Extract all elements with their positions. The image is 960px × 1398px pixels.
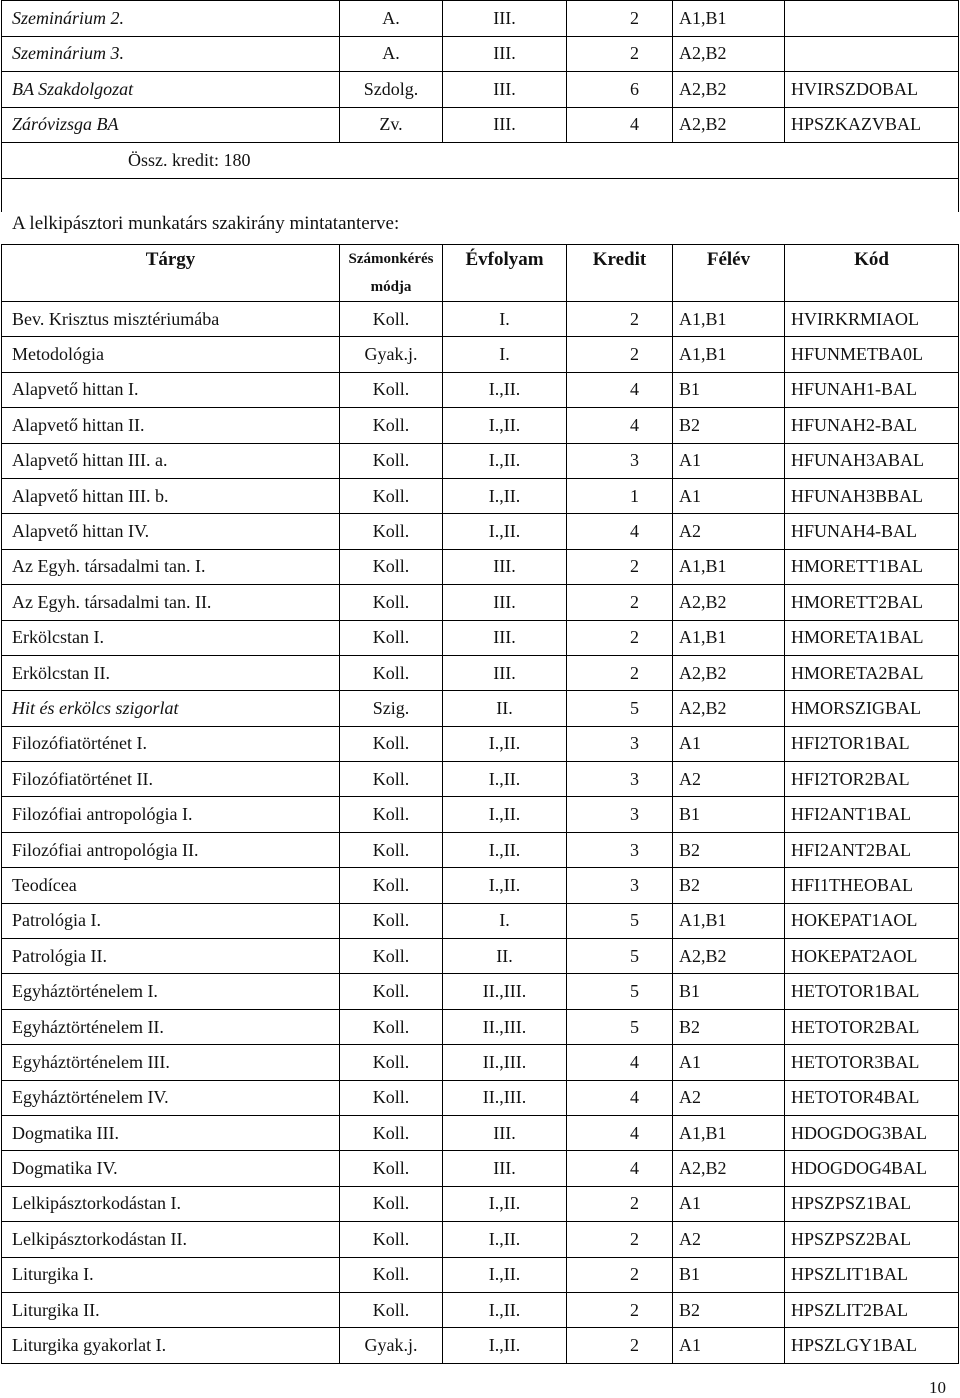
course-code: HMORETT2BAL: [785, 585, 959, 620]
course-code: [785, 36, 959, 72]
semester: B1: [673, 974, 785, 1009]
exam-type: Koll.: [340, 549, 443, 584]
semester: A2: [673, 1080, 785, 1115]
credit: 2: [567, 1292, 673, 1327]
course-code: HFUNAH3ABAL: [785, 443, 959, 478]
top-course-table-body: [2, 1, 959, 212]
semester: A2,B2: [673, 107, 785, 143]
course-name: Liturgika I.: [2, 1257, 340, 1292]
course-code: HFUNAH2-BAL: [785, 408, 959, 443]
course-code: HVIRSZDOBAL: [785, 72, 959, 108]
semester: A2,B2: [673, 939, 785, 974]
semester: A2: [673, 1222, 785, 1257]
header-exam-line1: Számonkérés: [348, 251, 434, 267]
course-name: Patrológia II.: [2, 939, 340, 974]
course-name: Bev. Krisztus misztériumába: [2, 302, 340, 337]
year: II.,III.: [443, 1080, 567, 1115]
semester: B2: [673, 1009, 785, 1044]
table-row: [2, 832, 959, 867]
course-name: Záróvizsga BA: [2, 107, 340, 143]
exam-type: Gyak.j.: [340, 337, 443, 372]
course-code: HPSZPSZ1BAL: [785, 1186, 959, 1221]
total-credits: Össz. kredit: 180: [2, 143, 959, 179]
semester: B2: [673, 868, 785, 903]
credit: 4: [567, 514, 673, 549]
year: II.,III.: [443, 1009, 567, 1044]
section-title: A lelkipásztori munkatárs szakirány mintatanterve:: [12, 213, 400, 234]
credit: 5: [567, 974, 673, 1009]
course-code: HMORETT1BAL: [785, 549, 959, 584]
table-row: [2, 585, 959, 620]
year: III.: [443, 549, 567, 584]
year: I.,II.: [443, 1292, 567, 1327]
exam-type: Koll.: [340, 1186, 443, 1221]
course-name: Patrológia I.: [2, 903, 340, 938]
credit: 2: [567, 585, 673, 620]
course-name: Szeminárium 2.: [2, 1, 340, 37]
table-row: [2, 1151, 959, 1186]
year: III.: [443, 107, 567, 143]
semester: A2,B2: [673, 72, 785, 108]
semester: A2,B2: [673, 691, 785, 726]
course-code: HFI2ANT2BAL: [785, 832, 959, 867]
exam-type: Koll.: [340, 1222, 443, 1257]
header-semester: Félév: [673, 245, 785, 302]
credit: 6: [567, 72, 673, 108]
credit: 5: [567, 903, 673, 938]
exam-type: Koll.: [340, 620, 443, 655]
course-name: Lelkipásztorkodástan II.: [2, 1222, 340, 1257]
year: II.: [443, 939, 567, 974]
header-year: Évfolyam: [443, 245, 567, 302]
credit: 5: [567, 939, 673, 974]
table-row: [2, 691, 959, 726]
course-name: Az Egyh. társadalmi tan. I.: [2, 549, 340, 584]
course-name: Egyháztörténelem II.: [2, 1009, 340, 1044]
table-row: [2, 1045, 959, 1080]
credit: 4: [567, 408, 673, 443]
course-name: Szeminárium 3.: [2, 36, 340, 72]
semester: A1: [673, 1186, 785, 1221]
header-subject: Tárgy: [2, 245, 340, 302]
semester: A1,B1: [673, 1, 785, 37]
curriculum-table-body: [2, 302, 959, 1364]
table-row: [2, 107, 959, 143]
course-name: Alapvető hittan I.: [2, 372, 340, 407]
table-row: [2, 1, 959, 37]
year: I.,II.: [443, 832, 567, 867]
semester: A2: [673, 762, 785, 797]
course-code: HDOGDOG4BAL: [785, 1151, 959, 1186]
credit: 2: [567, 1222, 673, 1257]
exam-type: Koll.: [340, 302, 443, 337]
year: III.: [443, 655, 567, 690]
exam-type: Koll.: [340, 1045, 443, 1080]
exam-type: Koll.: [340, 1257, 443, 1292]
course-code: HFI2TOR1BAL: [785, 726, 959, 761]
credit: 3: [567, 443, 673, 478]
semester: A1,B1: [673, 1115, 785, 1150]
semester: A1: [673, 1045, 785, 1080]
course-code: HOKEPAT2AOL: [785, 939, 959, 974]
course-code: HFI2TOR2BAL: [785, 762, 959, 797]
semester: B1: [673, 372, 785, 407]
year: II.,III.: [443, 1045, 567, 1080]
top-course-table: [1, 0, 959, 212]
credit: 2: [567, 36, 673, 72]
course-code: [785, 1, 959, 37]
year: I.,II.: [443, 726, 567, 761]
course-name: Dogmatika IV.: [2, 1151, 340, 1186]
exam-type: Koll.: [340, 478, 443, 513]
course-name: Az Egyh. társadalmi tan. II.: [2, 585, 340, 620]
credit: 5: [567, 691, 673, 726]
table-row: [2, 1257, 959, 1292]
semester: A1,B1: [673, 337, 785, 372]
credit: 2: [567, 302, 673, 337]
table-row: [2, 974, 959, 1009]
course-code: HFUNAH4-BAL: [785, 514, 959, 549]
credit: 2: [567, 1257, 673, 1292]
course-name: Liturgika gyakorlat I.: [2, 1328, 340, 1363]
table-row: [2, 514, 959, 549]
credit: 3: [567, 832, 673, 867]
credit: 4: [567, 107, 673, 143]
course-name: Alapvető hittan IV.: [2, 514, 340, 549]
course-name: Erkölcstan II.: [2, 655, 340, 690]
credit: 3: [567, 762, 673, 797]
exam-type: Koll.: [340, 939, 443, 974]
credit: 2: [567, 620, 673, 655]
spacer-row: [2, 178, 959, 212]
header-exam-line2: módja: [370, 279, 412, 295]
table-row: [2, 1328, 959, 1363]
credit: 1: [567, 478, 673, 513]
table-row: [2, 478, 959, 513]
course-code: HPSZLIT2BAL: [785, 1292, 959, 1327]
course-code: HMORETA2BAL: [785, 655, 959, 690]
table-row: [2, 868, 959, 903]
exam-type: Koll.: [340, 762, 443, 797]
course-code: HPSZLIT1BAL: [785, 1257, 959, 1292]
course-code: HETOTOR2BAL: [785, 1009, 959, 1044]
year: II.: [443, 691, 567, 726]
credit: 3: [567, 868, 673, 903]
course-code: HFI2ANT1BAL: [785, 797, 959, 832]
course-name: Erkölcstan I.: [2, 620, 340, 655]
course-name: Filozófiai antropológia II.: [2, 832, 340, 867]
year: I.,II.: [443, 797, 567, 832]
credit: 4: [567, 1115, 673, 1150]
course-name: Egyháztörténelem IV.: [2, 1080, 340, 1115]
semester: A1,B1: [673, 549, 785, 584]
exam-type: Koll.: [340, 868, 443, 903]
year: II.,III.: [443, 974, 567, 1009]
semester: A1: [673, 1328, 785, 1363]
year: III.: [443, 72, 567, 108]
table-row: [2, 903, 959, 938]
table-row: [2, 1115, 959, 1150]
exam-type: Koll.: [340, 1115, 443, 1150]
year: III.: [443, 585, 567, 620]
course-code: HFI1THEOBAL: [785, 868, 959, 903]
exam-type: Koll.: [340, 655, 443, 690]
course-name: Filozófiai antropológia I.: [2, 797, 340, 832]
exam-type: Koll.: [340, 1292, 443, 1327]
course-code: HPSZKAZVBAL: [785, 107, 959, 143]
table-row: [2, 762, 959, 797]
year: I.: [443, 302, 567, 337]
exam-type: Koll.: [340, 974, 443, 1009]
exam-type: Szig.: [340, 691, 443, 726]
total-row: [2, 143, 959, 179]
semester: A1: [673, 726, 785, 761]
course-name: Dogmatika III.: [2, 1115, 340, 1150]
table-row: [2, 1009, 959, 1044]
semester: A1,B1: [673, 302, 785, 337]
course-name: BA Szakdolgozat: [2, 72, 340, 108]
course-name: Hit és erkölcs szigorlat: [2, 691, 340, 726]
table-row: [2, 726, 959, 761]
semester: A2,B2: [673, 585, 785, 620]
semester: A2: [673, 514, 785, 549]
course-name: Metodológia: [2, 337, 340, 372]
table-header-row: [2, 245, 959, 302]
credit: 5: [567, 1009, 673, 1044]
course-code: HPSZLGY1BAL: [785, 1328, 959, 1363]
credit: 2: [567, 655, 673, 690]
credit: 2: [567, 549, 673, 584]
semester: B2: [673, 408, 785, 443]
table-row: [2, 408, 959, 443]
course-code: HETOTOR1BAL: [785, 974, 959, 1009]
semester: A2,B2: [673, 1151, 785, 1186]
semester: A2,B2: [673, 655, 785, 690]
exam-type: Koll.: [340, 797, 443, 832]
year: I.,II.: [443, 868, 567, 903]
table-row: [2, 372, 959, 407]
course-code: HOKEPAT1AOL: [785, 903, 959, 938]
year: I.,II.: [443, 408, 567, 443]
header-exam-type: [340, 245, 443, 302]
table-row: [2, 655, 959, 690]
exam-type: Zv.: [340, 107, 443, 143]
credit: 4: [567, 1080, 673, 1115]
year: III.: [443, 1115, 567, 1150]
table-row: [2, 443, 959, 478]
exam-type: Koll.: [340, 372, 443, 407]
table-row: [2, 337, 959, 372]
course-name: Egyháztörténelem III.: [2, 1045, 340, 1080]
exam-type: Koll.: [340, 1009, 443, 1044]
table-row: [2, 302, 959, 337]
exam-type: A.: [340, 1, 443, 37]
semester: B2: [673, 1292, 785, 1327]
exam-type: Koll.: [340, 832, 443, 867]
table-row: [2, 797, 959, 832]
exam-type: Koll.: [340, 443, 443, 478]
credit: 2: [567, 1186, 673, 1221]
exam-type: Koll.: [340, 903, 443, 938]
semester: A1,B1: [673, 903, 785, 938]
course-name: Teodícea: [2, 868, 340, 903]
course-code: HPSZPSZ2BAL: [785, 1222, 959, 1257]
credit: 4: [567, 1045, 673, 1080]
exam-type: Koll.: [340, 514, 443, 549]
year: I.,II.: [443, 1328, 567, 1363]
year: I.: [443, 337, 567, 372]
credit: 2: [567, 337, 673, 372]
table-row: [2, 1080, 959, 1115]
year: I.,II.: [443, 1186, 567, 1221]
table-row: [2, 1222, 959, 1257]
table-row: [2, 1186, 959, 1221]
course-name: Alapvető hittan III. b.: [2, 478, 340, 513]
year: I.,II.: [443, 762, 567, 797]
semester: B1: [673, 1257, 785, 1292]
course-name: Lelkipásztorkodástan I.: [2, 1186, 340, 1221]
course-name: Egyháztörténelem I.: [2, 974, 340, 1009]
year: III.: [443, 36, 567, 72]
exam-type: Szdolg.: [340, 72, 443, 108]
course-code: HFUNAH1-BAL: [785, 372, 959, 407]
page-number: 10: [929, 1378, 946, 1397]
table-row: [2, 620, 959, 655]
semester: A2,B2: [673, 36, 785, 72]
exam-type: Koll.: [340, 408, 443, 443]
credit: 2: [567, 1, 673, 37]
year: I.,II.: [443, 478, 567, 513]
year: III.: [443, 620, 567, 655]
course-code: HFUNMETBA0L: [785, 337, 959, 372]
exam-type: Koll.: [340, 726, 443, 761]
credit: 2: [567, 1328, 673, 1363]
table-row: [2, 36, 959, 72]
header-credit: Kredit: [567, 245, 673, 302]
course-code: HMORETA1BAL: [785, 620, 959, 655]
exam-type: Koll.: [340, 1080, 443, 1115]
year: I.,II.: [443, 1257, 567, 1292]
year: I.: [443, 903, 567, 938]
exam-type: Koll.: [340, 585, 443, 620]
course-code: HVIRKRMIAOL: [785, 302, 959, 337]
course-name: Alapvető hittan II.: [2, 408, 340, 443]
table-row: [2, 72, 959, 108]
year: III.: [443, 1, 567, 37]
course-name: Filozófiatörténet II.: [2, 762, 340, 797]
curriculum-table: [1, 244, 959, 1364]
course-name: Liturgika II.: [2, 1292, 340, 1327]
year: I.,II.: [443, 514, 567, 549]
semester: A1: [673, 478, 785, 513]
course-code: HMORSZIGBAL: [785, 691, 959, 726]
course-code: HFUNAH3BBAL: [785, 478, 959, 513]
year: I.,II.: [443, 443, 567, 478]
course-code: HDOGDOG3BAL: [785, 1115, 959, 1150]
exam-type: A.: [340, 36, 443, 72]
course-name: Alapvető hittan III. a.: [2, 443, 340, 478]
credit: 3: [567, 726, 673, 761]
table-row: [2, 549, 959, 584]
credit: 4: [567, 1151, 673, 1186]
course-code: HETOTOR3BAL: [785, 1045, 959, 1080]
credit: 3: [567, 797, 673, 832]
spacer-cell: [2, 178, 959, 212]
year: I.,II.: [443, 1222, 567, 1257]
semester: A1,B1: [673, 620, 785, 655]
course-code: HETOTOR4BAL: [785, 1080, 959, 1115]
header-code: Kód: [785, 245, 959, 302]
table-row: [2, 939, 959, 974]
table-row: [2, 1292, 959, 1327]
exam-type: Gyak.j.: [340, 1328, 443, 1363]
year: I.,II.: [443, 372, 567, 407]
credit: 4: [567, 372, 673, 407]
year: III.: [443, 1151, 567, 1186]
semester: B2: [673, 832, 785, 867]
semester: B1: [673, 797, 785, 832]
exam-type: Koll.: [340, 1151, 443, 1186]
course-name: Filozófiatörténet I.: [2, 726, 340, 761]
semester: A1: [673, 443, 785, 478]
